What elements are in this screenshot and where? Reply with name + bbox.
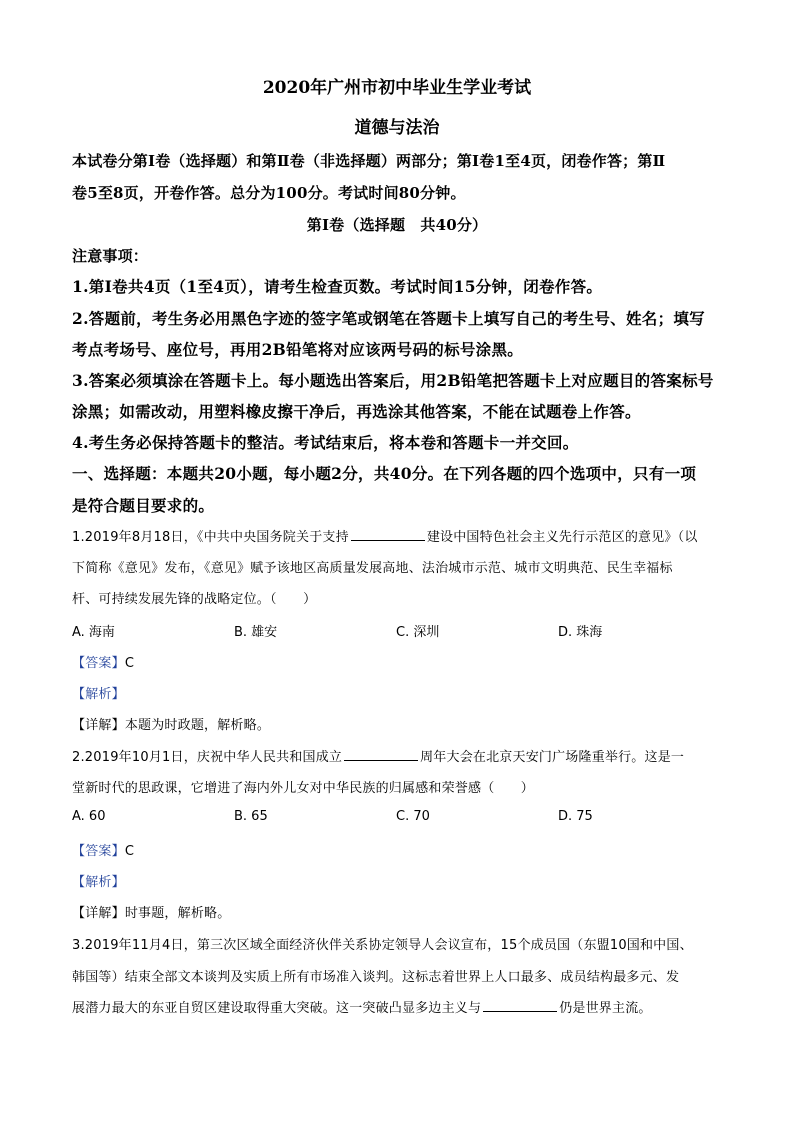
question-text: 周年大会在北京天安门广场隆重举行。这是一 xyxy=(420,750,685,765)
question-text: 1.2019年8月18日，《中共中央国务院关于支持 xyxy=(72,530,349,545)
answer-tag: 【答案】 xyxy=(72,844,125,859)
page-title: 2020年广州市初中毕业生学业考试 xyxy=(262,78,532,98)
part-one-instruction-2: 是符合题目要求的。 xyxy=(72,496,215,515)
option-d: D. 珠海 xyxy=(558,625,603,640)
notes-heading: 注意事项： xyxy=(72,247,149,265)
answer-tag: 【答案】 xyxy=(72,656,125,671)
option-d: D. 75 xyxy=(558,809,593,824)
note-line: 4.考生务必保持答题卡的整洁。考试结束后，将本卷和答题卡一并交回。 xyxy=(72,433,579,452)
question-3-line-3 xyxy=(72,997,732,1016)
fill-blank xyxy=(344,747,418,761)
question-2-line-1 xyxy=(72,746,732,765)
note-line: 考点考场号、座位号，再用2B铅笔将对应该两号码的标号涂黑。 xyxy=(72,340,524,359)
detail-tag: 【详解】 xyxy=(72,906,125,921)
option-a: A. 海南 xyxy=(72,625,115,640)
analysis-tag: 【解析】 xyxy=(72,875,125,890)
question-1-line-3: 杆、可持续发展先锋的战略定位。（ ） xyxy=(72,592,317,607)
detail-text: 时事题，解析略。 xyxy=(124,906,231,921)
option-a: A. 60 xyxy=(72,809,106,824)
note-line: 1.第Ⅰ卷共4页（1至4页），请考生检查页数。考试时间15分钟，闭卷作答。 xyxy=(72,277,603,296)
section-heading: 第Ⅰ卷（选择题 共40分） xyxy=(306,216,488,234)
detail-line xyxy=(72,714,732,733)
intro-line-2: 卷5至8页，开卷作答。总分为100分。考试时间80分钟。 xyxy=(72,184,466,202)
question-1-line-2: 下简称《意见》发布，《意见》赋予该地区高质量发展高地、法治城市示范、城市文明典范、民生幸福标 xyxy=(72,561,673,576)
question-3-line-1: 3.2019年11月4日，第三次区域全面经济伙伴关系协定领导人会议宣布，15个成员国（东盟10国和中国、 xyxy=(72,938,693,953)
answer-value: C xyxy=(124,656,135,671)
question-2-line-2: 堂新时代的思政课，它增进了海内外儿女对中华民族的归属感和荣誉感（ ） xyxy=(72,781,535,796)
question-text: 仍是世界主流。 xyxy=(559,1001,652,1016)
answer-value: C xyxy=(124,844,135,859)
subject-title: 道德与法治 xyxy=(354,118,440,138)
fill-blank xyxy=(483,998,557,1012)
question-text: 建设中国特色社会主义先行示范区的意见》（以 xyxy=(426,530,698,545)
note-line: 3.答案必须填涂在答题卡上。每小题选出答案后，用2B铅笔把答题卡上对应题目的答案标号 xyxy=(72,371,714,390)
detail-line xyxy=(72,902,732,921)
analysis-tag: 【解析】 xyxy=(72,687,125,702)
answer-line xyxy=(72,652,732,671)
option-c: C. 70 xyxy=(396,809,430,824)
question-1-line-1 xyxy=(72,526,732,545)
question-3-line-2: 韩国等）结束全部文本谈判及实质上所有市场准入谈判。这标志着世界上人口最多、成员结构最多元、发 xyxy=(72,970,680,985)
option-b: B. 雄安 xyxy=(234,625,278,640)
note-line: 2.答题前，考生务必用黑色字迹的签字笔或钢笔在答题卡上填写自己的考生号、姓名；填写 xyxy=(72,309,705,328)
detail-text: 本题为时政题，解析略。 xyxy=(124,718,271,733)
question-text: 展潜力最大的东亚自贸区建设取得重大突破。这一突破凸显多边主义与 xyxy=(72,1001,482,1016)
option-b: B. 65 xyxy=(234,809,268,824)
question-text: 2.2019年10月1日，庆祝中华人民共和国成立 xyxy=(72,750,343,765)
detail-tag: 【详解】 xyxy=(72,718,125,733)
intro-line-1: 本试卷分第Ⅰ卷（选择题）和第Ⅱ卷（非选择题）两部分；第Ⅰ卷1至4页，闭卷作答；第Ⅱ xyxy=(72,152,666,170)
fill-blank xyxy=(351,527,425,541)
option-c: C. 深圳 xyxy=(396,625,440,640)
note-line: 涂黑；如需改动，用塑料橡皮擦干净后，再选涂其他答案，不能在试题卷上作答。 xyxy=(72,402,641,421)
answer-line xyxy=(72,840,732,859)
part-one-instruction-1: 一、选择题：本题共20小题，每小题2分，共40分。在下列各题的四个选项中，只有一项 xyxy=(72,464,697,483)
